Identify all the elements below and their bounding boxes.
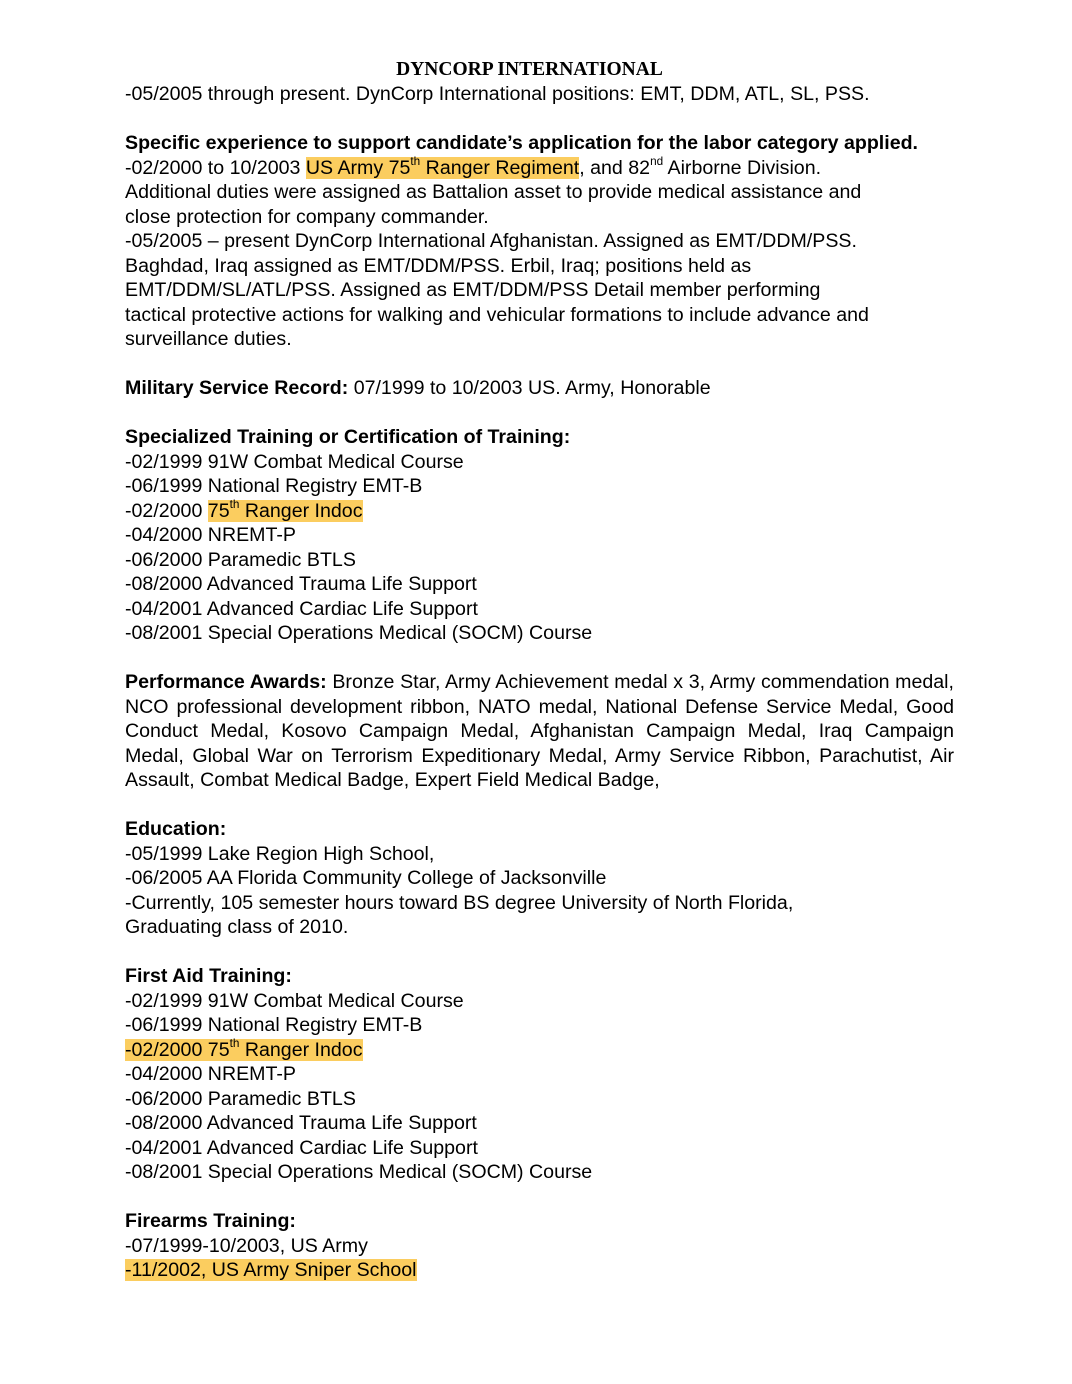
text-span: -02/2000 to 10/2003 [125, 156, 306, 179]
training-item: -06/1999 National Registry EMT-B [125, 475, 423, 497]
experience-line [125, 156, 954, 181]
awards-label: Performance Awards: [125, 671, 327, 693]
text-span: US Army 75 [305, 156, 411, 179]
highlighted-text: -11/2002, US Army Sniper School [125, 1259, 417, 1281]
highlighted-text [208, 500, 363, 522]
experience-line: surveillance duties. [125, 328, 292, 350]
firearms-item: -07/1999-10/2003, US Army [125, 1234, 368, 1257]
education-item: -Currently, 105 semester hours toward BS degree University of North Florida, [125, 891, 794, 914]
specialized-training-heading: Specialized Training or Certification of Training: [125, 426, 571, 448]
experience-line: tactical protective actions for walking and vehicular formations to include advance and [125, 303, 869, 326]
military-value: 07/1999 to 10/2003 US. Army, Honorable [348, 377, 711, 399]
first-aid-item: -04/2000 NREMT-P [125, 1063, 296, 1085]
training-item: -04/2001 Advanced Cardiac Life Support [125, 597, 478, 620]
experience-line: Baghdad, Iraq assigned as EMT/DDM/PSS. Erbil, Iraq; positions held as [125, 254, 752, 277]
text-span: -02/2000 [125, 499, 208, 522]
experience-heading: Specific experience to support candidate’s application for the labor category applied. [125, 132, 919, 154]
superscript: th [229, 1037, 240, 1051]
experience-line: -05/2005 – present DynCorp International Afghanistan. Assigned as EMT/DDM/PSS. [125, 230, 857, 252]
firearms-heading: Firearms Training: [125, 1210, 296, 1232]
first-aid-item: -04/2001 Advanced Cardiac Life Support [125, 1136, 478, 1159]
text-span: -02/2000 75 [125, 1038, 230, 1061]
first-aid-heading: First Aid Training: [125, 965, 292, 987]
superscript: nd [650, 155, 664, 169]
document-page [125, 58, 954, 1283]
experience-line: close protection for company commander. [125, 205, 489, 228]
text-span: Ranger Indoc [239, 1038, 363, 1061]
training-item: -02/1999 91W Combat Medical Course [125, 450, 464, 473]
performance-awards [125, 670, 954, 793]
training-item: -06/2000 Paramedic BTLS [125, 548, 356, 571]
text-span: 75 [207, 499, 230, 522]
superscript: th [410, 155, 421, 169]
education-item: -06/2005 AA Florida Community College of Jacksonville [125, 867, 607, 889]
education-heading: Education: [125, 818, 227, 840]
company-header: DYNCORP INTERNATIONAL [396, 59, 663, 80]
text-span: Ranger Indoc [239, 499, 363, 522]
first-aid-item [125, 1038, 954, 1063]
education-item: -05/1999 Lake Region High School, [125, 842, 435, 865]
text-span: Ranger Regiment [420, 156, 580, 179]
training-item [125, 499, 954, 524]
education-item: Graduating class of 2010. [125, 916, 349, 938]
first-aid-item: -02/1999 91W Combat Medical Course [125, 989, 464, 1012]
text-span: , and 82 [579, 156, 651, 179]
experience-line: Additional duties were assigned as Battalion asset to provide medical assistance and [125, 181, 862, 203]
awards-value: Bronze Star, Army Achievement medal x 3, Army commendation medal, NCO professional development ribbon, NATO medal, National Defense Service Medal, Good Conduct Medal, Kosovo Campaign Medal, Afghanistan Campaign Medal, Iraq Campaign Medal, Global War on Terrorism Expeditionary Medal, Army Service Ribbon, Parachutist, Air Assault, Combat Medical Badge, Expert Field Medical Badge, [125, 671, 954, 791]
highlighted-text [125, 1039, 363, 1061]
text-span: Airborne Division. [663, 156, 822, 179]
experience-line: EMT/DDM/SL/ATL/PSS. Assigned as EMT/DDM/PSS Detail member performing [125, 279, 821, 301]
first-aid-item: -08/2001 Special Operations Medical (SOCM) Course [125, 1161, 593, 1183]
military-service-record [125, 376, 954, 401]
training-item: -04/2000 NREMT-P [125, 524, 296, 546]
intro-line: -05/2005 through present. DynCorp International positions: EMT, DDM, ATL, SL, PSS. [125, 83, 870, 105]
firearms-item [125, 1258, 954, 1283]
training-item: -08/2001 Special Operations Medical (SOCM) Course [125, 622, 593, 644]
superscript: th [229, 498, 240, 512]
highlighted-text [306, 157, 579, 179]
first-aid-item: -06/2000 Paramedic BTLS [125, 1087, 356, 1110]
first-aid-item: -08/2000 Advanced Trauma Life Support [125, 1112, 477, 1134]
first-aid-item: -06/1999 National Registry EMT-B [125, 1014, 423, 1036]
training-item: -08/2000 Advanced Trauma Life Support [125, 573, 477, 595]
military-label: Military Service Record: [125, 377, 349, 399]
